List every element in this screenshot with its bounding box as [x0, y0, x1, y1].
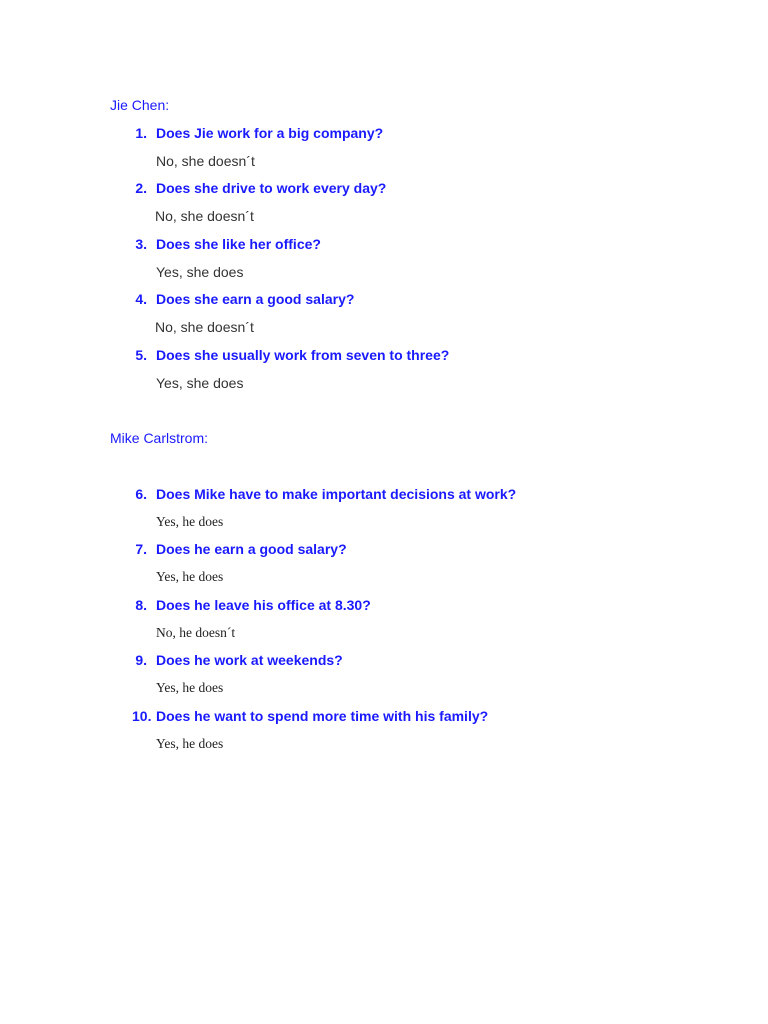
question-number: 7. — [135, 541, 147, 557]
answer-text: Yes, he does — [156, 680, 224, 695]
question-item — [0, 596, 768, 616]
answer-text: No, he doesn´t — [156, 625, 236, 640]
question-text: Does she earn a good salary? — [156, 291, 355, 307]
answer-text: Yes, she does — [156, 375, 244, 391]
question-text: Does he earn a good salary? — [156, 541, 347, 557]
answer-text: Yes, she does — [156, 264, 244, 280]
answer-text: No, she doesn´t — [156, 153, 255, 169]
section-heading-mike-carlstrom: Mike Carlstrom: — [110, 430, 209, 446]
question-number: 4. — [135, 291, 147, 307]
question-item — [0, 485, 768, 505]
question-text: Does she usually work from seven to three? — [156, 347, 450, 363]
question-number: 1. — [135, 125, 147, 141]
question-text: Does she like her office? — [156, 236, 321, 252]
question-number: 8. — [135, 597, 147, 613]
question-item — [0, 124, 768, 144]
answer-text: Yes, he does — [156, 514, 224, 529]
answer-text: No, she doesn´t — [155, 208, 254, 224]
question-number: 5. — [135, 347, 147, 363]
question-text: Does he leave his office at 8.30? — [156, 597, 371, 613]
question-item — [0, 707, 768, 727]
question-number: 9. — [135, 652, 147, 668]
question-text: Does she drive to work every day? — [156, 180, 387, 196]
question-item — [0, 651, 768, 671]
question-number: 10. — [132, 708, 152, 724]
answer-text: No, she doesn´t — [155, 319, 254, 335]
question-item — [0, 235, 768, 255]
question-item — [0, 346, 768, 366]
question-text: Does Jie work for a big company? — [156, 125, 384, 141]
question-text: Does he want to spend more time with his family? — [156, 708, 489, 724]
question-item — [0, 540, 768, 560]
answer-text: Yes, he does — [156, 736, 224, 751]
question-text: Does Mike have to make important decisions at work? — [156, 486, 517, 502]
section-heading-jie-chen: Jie Chen: — [110, 97, 170, 113]
question-number: 3. — [135, 236, 147, 252]
question-text: Does he work at weekends? — [156, 652, 343, 668]
answer-text: Yes, he does — [156, 569, 224, 584]
question-number: 6. — [135, 486, 147, 502]
question-number: 2. — [135, 180, 147, 196]
question-item — [0, 179, 768, 199]
question-item — [0, 290, 768, 310]
